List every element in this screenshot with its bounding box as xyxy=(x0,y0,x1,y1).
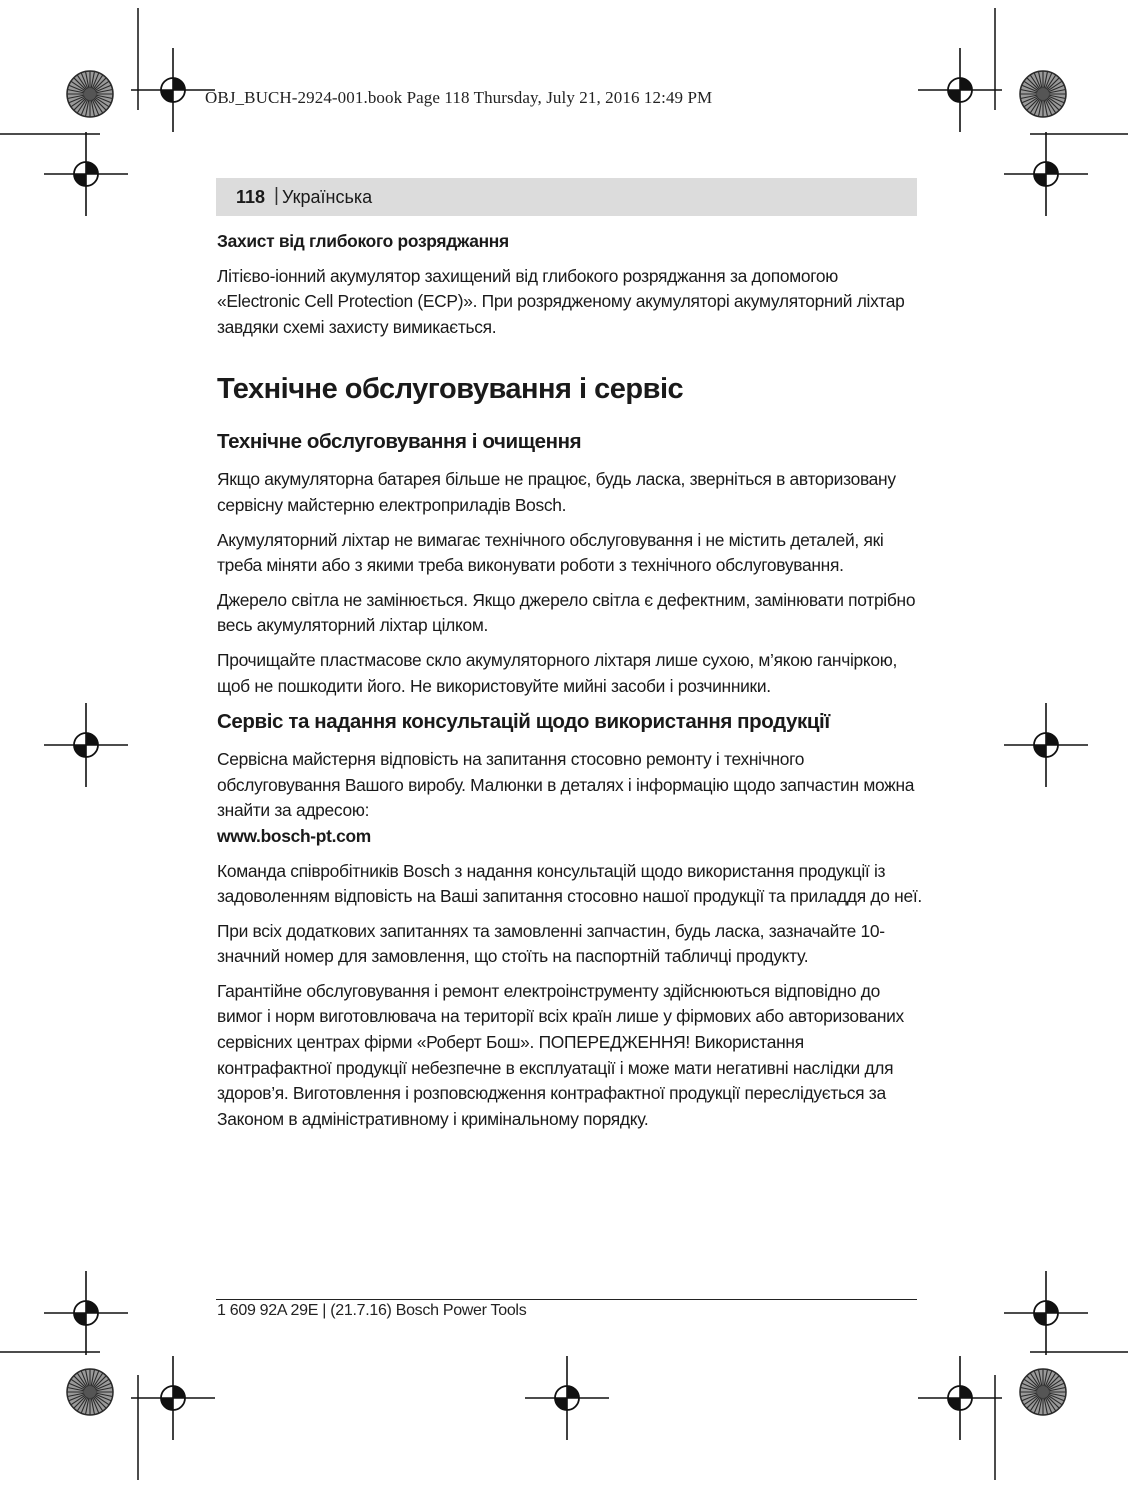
page-content xyxy=(217,229,922,1141)
page-number: 118 xyxy=(236,187,266,207)
cleaning-paragraph-2: Акумуляторний ліхтар не вимагає технічного обслуговування і не містить деталей, які треба міняти або з якими треба виконувати роботи з технічного обслуговування. xyxy=(217,529,884,576)
page-header-separator: | xyxy=(274,185,279,206)
service-url-link[interactable]: www.bosch-pt.com xyxy=(217,825,371,846)
page-footer: 1 609 92A 29E | (21.7.16) Bosch Power Tools xyxy=(217,1302,527,1319)
page-language: Українська xyxy=(282,187,373,207)
service-paragraph-1: Сервісна майстерня відповість на запитання стосовно ремонту і технічного обслуговування Вашого виробу. Малюнки в деталях і інформацію щодо запчастин можна знайти за адресою: xyxy=(217,749,915,821)
page-header-band xyxy=(216,178,917,216)
deep-discharge-title: Захист від глибокого розряджання xyxy=(217,231,509,251)
book-file-header: OBJ_BUCH-2924-001.book Page 118 Thursday, July 21, 2016 12:49 PM xyxy=(205,88,713,107)
cleaning-paragraph-3: Джерело світла не замінюється. Якщо джерело світла є дефектним, замінювати потрібно весь акумуляторний ліхтар цілком. xyxy=(217,589,916,636)
cleaning-paragraph-4: Прочищайте пластмасове скло акумуляторного ліхтаря лише сухою, м’якою ганчіркою, щоб не пошкодити його. Не використовуйте мийні засоби і розчинники. xyxy=(217,649,898,696)
service-heading: Сервіс та надання консультацій щодо використання продукції xyxy=(217,710,830,734)
deep-discharge-text: Літієво-іонний акумулятор захищений від глибокого розряджання за допомогою «Electronic Cell Protection (ECP)». При розрядженому акумуляторі акумуляторний ліхтар завдяки схемі захисту вимикається. xyxy=(217,265,905,337)
service-paragraph-3: При всіх додаткових запитаннях та замовленні запчастин, будь ласка, зазначайте 10-значний номер для замовлення, що стоїть на паспортній табличці продукту. xyxy=(217,920,885,967)
service-paragraph-4: Гарантійне обслуговування і ремонт електроінструменту здійснюються відповідно до вимог і норм виготовлювача на території всіх країн лише у фірмових або авторизованих сервісних центрах фірми «Роберт Бош». ПОПЕРЕДЖЕННЯ! Використання контрафактної продукції небезпечне в експлуатації і може мати негативні наслідки для здоров’я. Виготовлення і розповсюдження контрафактної продукції переслідується за Законом в адміністративному і кримінальному порядку. xyxy=(217,980,904,1129)
cleaning-paragraph-1: Якщо акумуляторна батарея більше не працює, будь ласка, зверніться в авторизовану сервісну майстерню електроприладів Bosch. xyxy=(217,469,896,515)
service-paragraph-2: Команда співробітників Bosch з надання консультацій щодо використання продукції із задоволенням відповість на Ваші запитання стосовно нашої продукції та приладдя до неї. xyxy=(217,860,922,907)
footer-rule xyxy=(216,1299,917,1300)
maintenance-heading: Технічне обслуговування і сервіс xyxy=(217,373,684,406)
cleaning-heading: Технічне обслуговування і очищення xyxy=(217,430,582,454)
